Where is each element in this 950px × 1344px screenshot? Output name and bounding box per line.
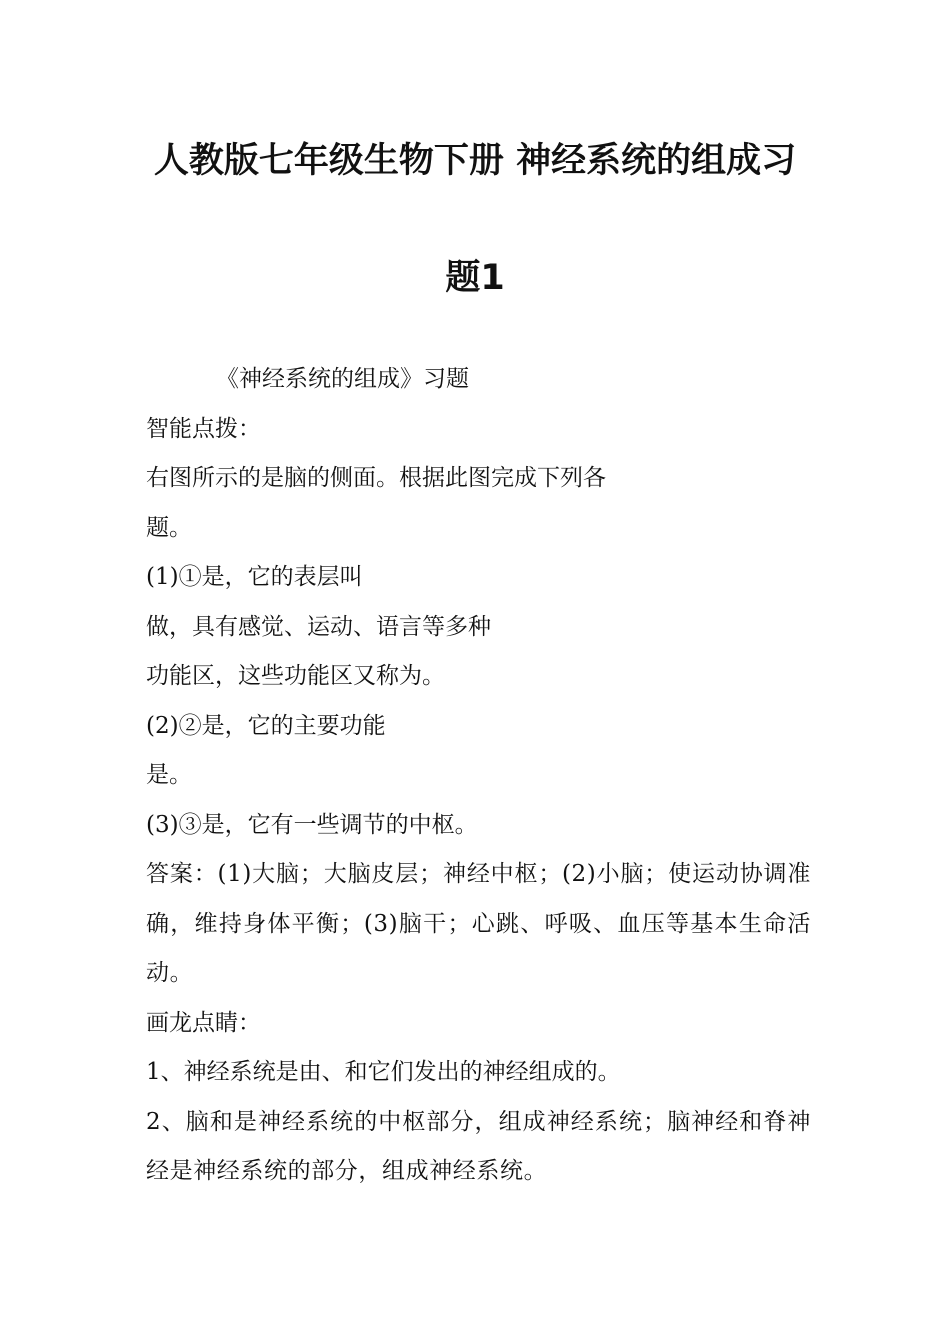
question-intro-cont: 题。 [146,514,192,541]
section-label-summary: 画龙点睛： [146,1009,261,1036]
exercise-heading: 《神经系统的组成》习题 [216,366,469,392]
question-2: (2)②是，它的主要功能 [146,712,386,739]
question-1-cont-a: 做，具有感觉、运动、语言等多种 [146,613,491,640]
summary-item-1: 1、神经系统是由、和它们发出的神经组成的。 [146,1059,621,1085]
section-label-tips: 智能点拨： [146,415,261,442]
question-intro: 右图所示的是脑的侧面。根据此图完成下列各 [146,465,606,491]
document-body [146,355,811,1197]
question-3: (3)③是，它有一些调节的中枢。 [146,811,478,838]
summary-item-2: 2、脑和是神经系统的中枢部分，组成神经系统；脑神经和脊神经是神经系统的部分，组成神经系统。 [146,1108,811,1184]
question-1: (1)①是，它的表层叫 [146,564,363,590]
answer-paragraph: 答案：(1)大脑；大脑皮层；神经中枢；(2)小脑；使运动协调准确，维持身体平衡；(3)脑干；心跳、呼吸、血压等基本生命活动。 [146,861,811,986]
question-2-cont: 是。 [146,762,192,788]
question-1-cont-b: 功能区，这些功能区又称为。 [146,663,445,689]
document-title-line-1: 人教版七年级生物下册 神经系统的组成习 [153,141,797,181]
document-title-line-2: 题1 [445,258,505,298]
